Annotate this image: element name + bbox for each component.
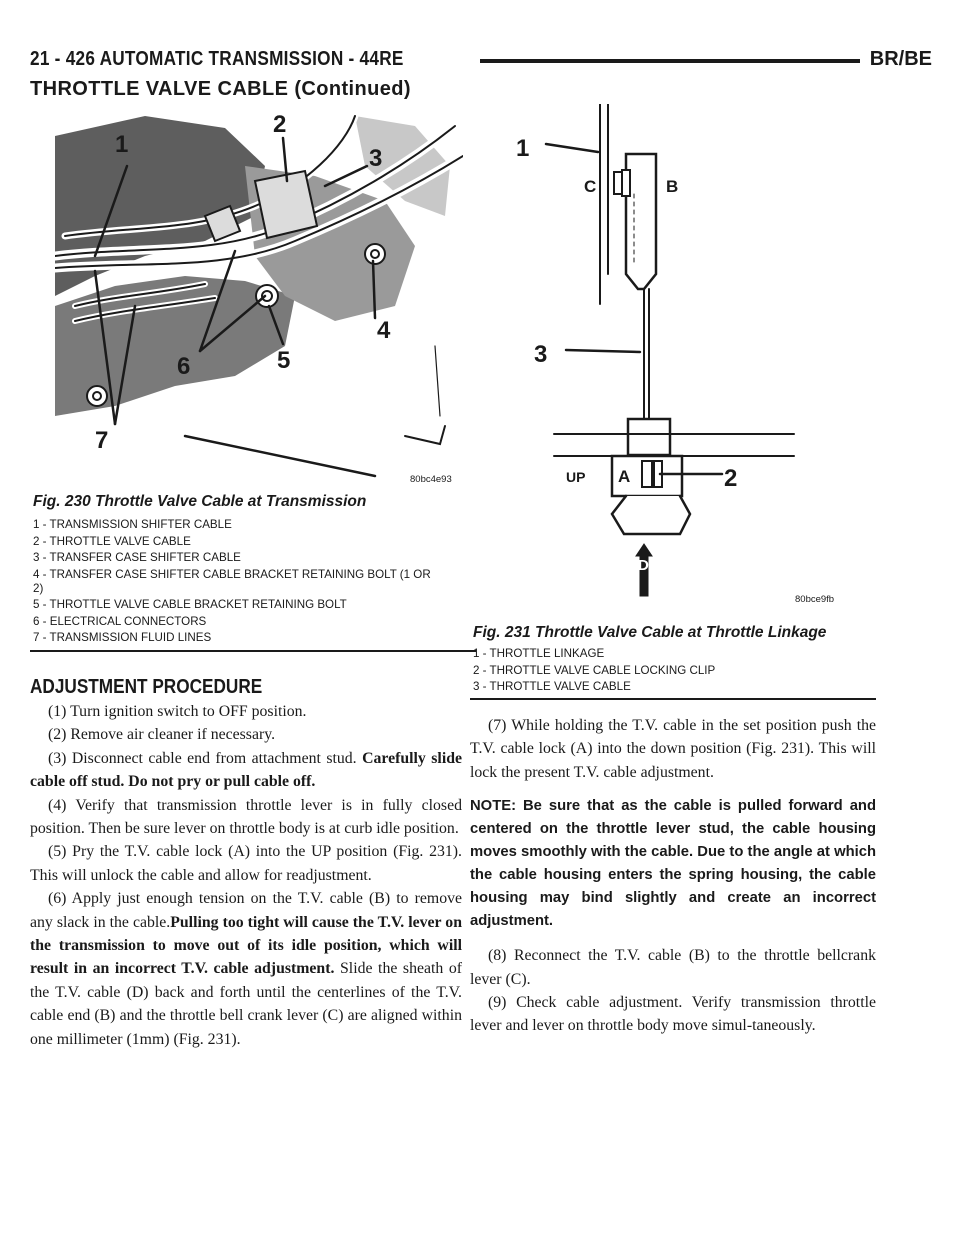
fig231-caption: Fig. 231 Throttle Valve Cable at Throttle Linkage: [473, 624, 827, 641]
step-5: (5) Pry the T.V. cable lock (A) into the UP position (Fig. 231). This will unlock the cable and allow for readjustment.: [30, 843, 462, 884]
fig230-illustration: [55, 106, 463, 486]
legend-item: 2 - THROTTLE VALVE CABLE: [33, 534, 191, 548]
legend-item: 6 - ELECTRICAL CONNECTORS: [33, 614, 207, 628]
fig231-callout-3: 3: [534, 341, 548, 368]
fig230-callout-1: 1: [115, 131, 129, 158]
fig231-code: 80bce9fb: [795, 594, 835, 605]
legend-item: 4 - TRANSFER CASE SHIFTER CABLE BRACKET RETAINING BOLT (1 OR 2): [33, 567, 431, 595]
legend-item: 1 - THROTTLE LINKAGE: [473, 647, 605, 660]
step-9: (9) Check cable adjustment. Verify transmission throttle lever and lever on throttle body move simul-taneously.: [470, 994, 876, 1035]
header-rule: [480, 59, 860, 63]
page-header: [30, 48, 932, 76]
fig231-label-up: UP: [566, 469, 586, 485]
fig231-label-a: A: [618, 467, 631, 486]
step-3: [30, 747, 462, 794]
fig230-callout-4: 4: [377, 317, 391, 344]
fig230-callout-3: 3: [369, 145, 383, 172]
step-1: (1) Turn ignition switch to OFF position.: [48, 703, 307, 720]
fig231-illustration: [494, 104, 854, 604]
legend-item: 3 - TRANSFER CASE SHIFTER CABLE: [33, 551, 241, 564]
right-column: [470, 714, 876, 1038]
legend-item: 7 - TRANSMISSION FLUID LINES: [33, 631, 212, 644]
fig230-callout-6: 6: [177, 353, 191, 380]
step-6: [30, 887, 462, 1051]
fig231-label-c: C: [584, 177, 597, 196]
step-6-text-cont: Slide the sheath of the T.V. cable (D) back and forth until the centerlines of the T.V. cable end (B) and the throttle bell crank lever (C) are aligned within one millimeter (1mm) (Fig. 231).: [30, 960, 463, 1048]
section-title: THROTTLE VALVE CABLE (Continued): [30, 78, 411, 100]
fig231-callout-2: 2: [724, 465, 738, 492]
legend-item: 5 - THROTTLE VALVE CABLE BRACKET RETAINING BOLT: [33, 598, 347, 611]
step-4: (4) Verify that transmission throttle lever is in fully closed position. Then be sure lever on throttle body is at curb idle position.: [30, 796, 462, 838]
note: NOTE: Be sure that as the cable is pulled forward and centered on the throttle lever stud, the cable housing moves smoothly with the cable. Due to the angle at which the cable housing enters the spring housing, the cable housing may bind slightly and create an incorrect adjustment.: [470, 798, 876, 930]
step-3-text: (3) Disconnect cable end from attachment stud.: [48, 749, 357, 767]
step-3-warning: Carefully slide cable off stud. Do not pry or pull cable off.: [30, 749, 463, 791]
fig231-label-d: D: [638, 557, 649, 574]
fig231-label-b: B: [666, 177, 679, 196]
fig230-legend: [33, 518, 438, 648]
fig230-code: 80bc4e93: [410, 474, 452, 485]
fig231-legend: [473, 647, 873, 697]
step-8: (8) Reconnect the T.V. cable (B) to the throttle bellcrank lever (C).: [470, 947, 876, 988]
fig230-bottom-rule: [30, 650, 476, 652]
fig230-callout-7: 7: [95, 427, 109, 454]
procedure-title: ADJUSTMENT PROCEDURE: [30, 676, 263, 698]
step-7: (7) While holding the T.V. cable in the set position push the T.V. cable lock (A) into the down position (Fig. 231). This will lock the present T.V. cable adjustment.: [470, 717, 876, 781]
fig230-callout-2: 2: [273, 111, 287, 138]
step-6-warning: Pulling too tight will cause the T.V. lever on the transmission to move out of its idle position, which will result in an incorrect T.V. cable adjustment.: [30, 913, 462, 978]
fig230-callout-5: 5: [277, 347, 291, 374]
header-page-title: 21 - 426 AUTOMATIC TRANSMISSION - 44RE: [30, 48, 404, 70]
fig231-callout-1: 1: [516, 135, 530, 162]
fig231-bottom-rule: [470, 698, 876, 700]
step-6-text: (6) Apply just enough tension on the T.V. cable (B) to remove any slack in the cable.: [30, 890, 462, 931]
fig230-caption: Fig. 230 Throttle Valve Cable at Transmission: [33, 493, 367, 510]
legend-item: 2 - THROTTLE VALVE CABLE LOCKING CLIP: [473, 663, 716, 677]
legend-item: 3 - THROTTLE VALVE CABLE: [473, 680, 631, 693]
step-2: (2) Remove air cleaner if necessary.: [48, 726, 276, 744]
left-column: [30, 700, 462, 1051]
legend-item: 1 - TRANSMISSION SHIFTER CABLE: [33, 518, 232, 531]
header-model: BR/BE: [869, 48, 932, 70]
